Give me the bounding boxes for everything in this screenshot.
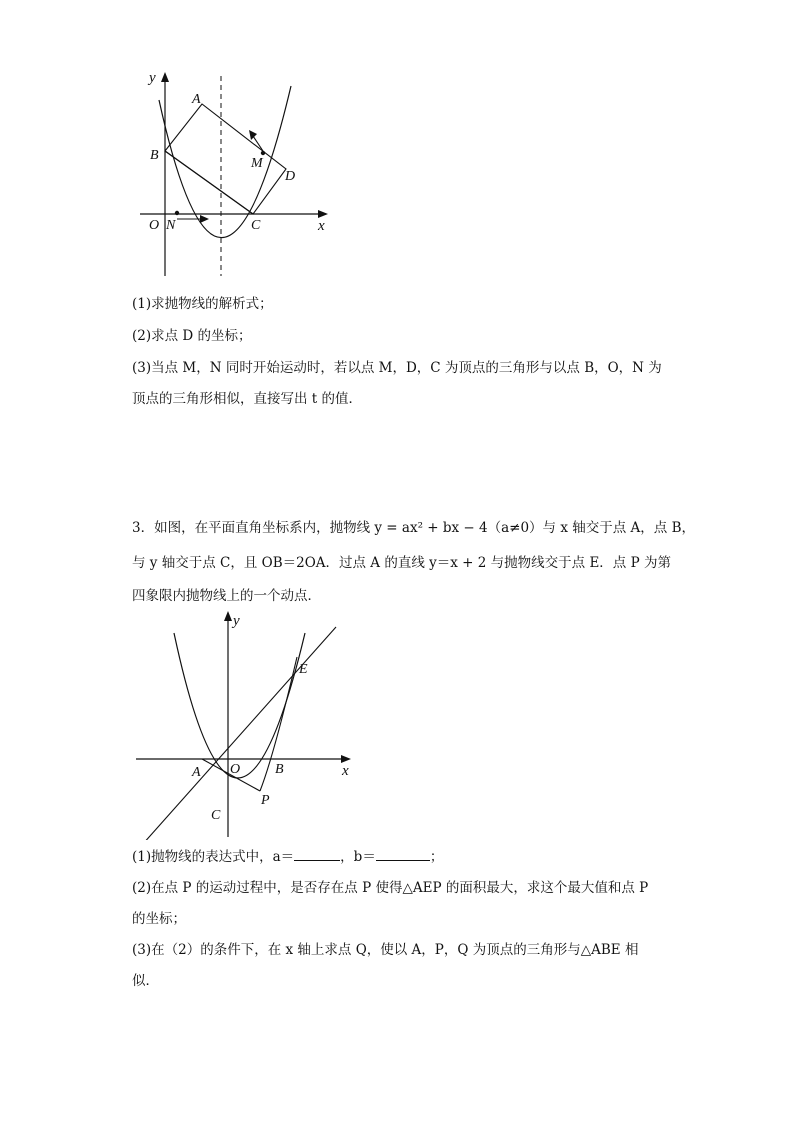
parabola	[159, 86, 291, 238]
x-axis-arrow	[341, 755, 351, 763]
p2-question-1: (1)求抛物线的解析式；	[132, 296, 273, 312]
arrow-M-head	[249, 130, 257, 140]
label-E: E	[299, 662, 308, 677]
arrow-M	[253, 136, 263, 151]
x-axis-arrow	[318, 210, 328, 218]
p3-question-1	[132, 846, 443, 867]
label-A: A	[192, 92, 201, 107]
figure-2-diagram	[132, 605, 362, 840]
label-y: y	[233, 613, 240, 629]
p2-question-2: (2)求点 D 的坐标；	[132, 328, 252, 344]
point-M-dot	[261, 151, 265, 155]
label-y: y	[149, 70, 156, 86]
label-O: O	[149, 218, 160, 233]
p3-stem-line-1: 3．如图，在平面直角坐标系内，抛物线 y = ax² + bx − 4（a≠0）与 x 轴交于点 A，点 B，	[132, 520, 696, 536]
label-x: x	[342, 763, 349, 779]
label-C: C	[251, 218, 261, 233]
label-x: x	[318, 218, 325, 234]
label-B: B	[275, 762, 284, 777]
point-N-dot	[175, 211, 179, 215]
p3-question-3-line-1: (3)在（2）的条件下，在 x 轴上求点 Q，使以 A，P，Q 为顶点的三角形与△ABE 相	[132, 942, 639, 958]
p3-q1-b-text: ，b＝	[340, 849, 376, 865]
label-O: O	[230, 762, 241, 777]
p2-question-3-line-2: 顶点的三角形相似，直接写出 t 的值．	[132, 391, 363, 407]
y-axis-arrow	[161, 72, 169, 82]
label-C: C	[211, 808, 221, 823]
y-axis-arrow	[224, 611, 232, 621]
label-D: D	[285, 169, 296, 184]
label-P: P	[261, 793, 270, 808]
p3-q1-end: ；	[429, 849, 444, 865]
label-M: M	[251, 156, 263, 171]
label-N: N	[166, 218, 176, 233]
arrow-N-head	[200, 215, 209, 223]
p3-question-2-line-1: (2)在点 P 的运动过程中，是否存在点 P 使得△AEP 的面积最大，求这个最大值和点 P	[132, 880, 649, 896]
p2-question-3-line-1: (3)当点 M，N 同时开始运动时，若以点 M，D，C 为顶点的三角形与以点 B，O，N 为	[132, 360, 662, 376]
p3-q1-a-text: (1)抛物线的表达式中，a＝	[132, 849, 295, 865]
rectangle-ABCD	[165, 104, 286, 214]
label-A: A	[192, 765, 201, 780]
line-AE	[142, 627, 336, 840]
figure-1-svg	[130, 62, 340, 282]
p3-stem-line-3: 四象限内抛物线上的一个动点．	[132, 588, 321, 604]
answer-blank-b[interactable]	[376, 846, 430, 861]
figure-2-svg	[132, 605, 362, 840]
figure-1-diagram	[130, 62, 340, 282]
label-B: B	[150, 148, 159, 163]
p3-question-2-line-2: 的坐标；	[132, 911, 186, 927]
p3-question-3-line-2: 似．	[132, 973, 159, 989]
p3-stem-line-2: 与 y 轴交于点 C，且 OB＝2OA．过点 A 的直线 y＝x + 2 与抛物线交于点 E．点 P 为第	[132, 555, 671, 571]
answer-blank-a[interactable]	[294, 846, 340, 861]
